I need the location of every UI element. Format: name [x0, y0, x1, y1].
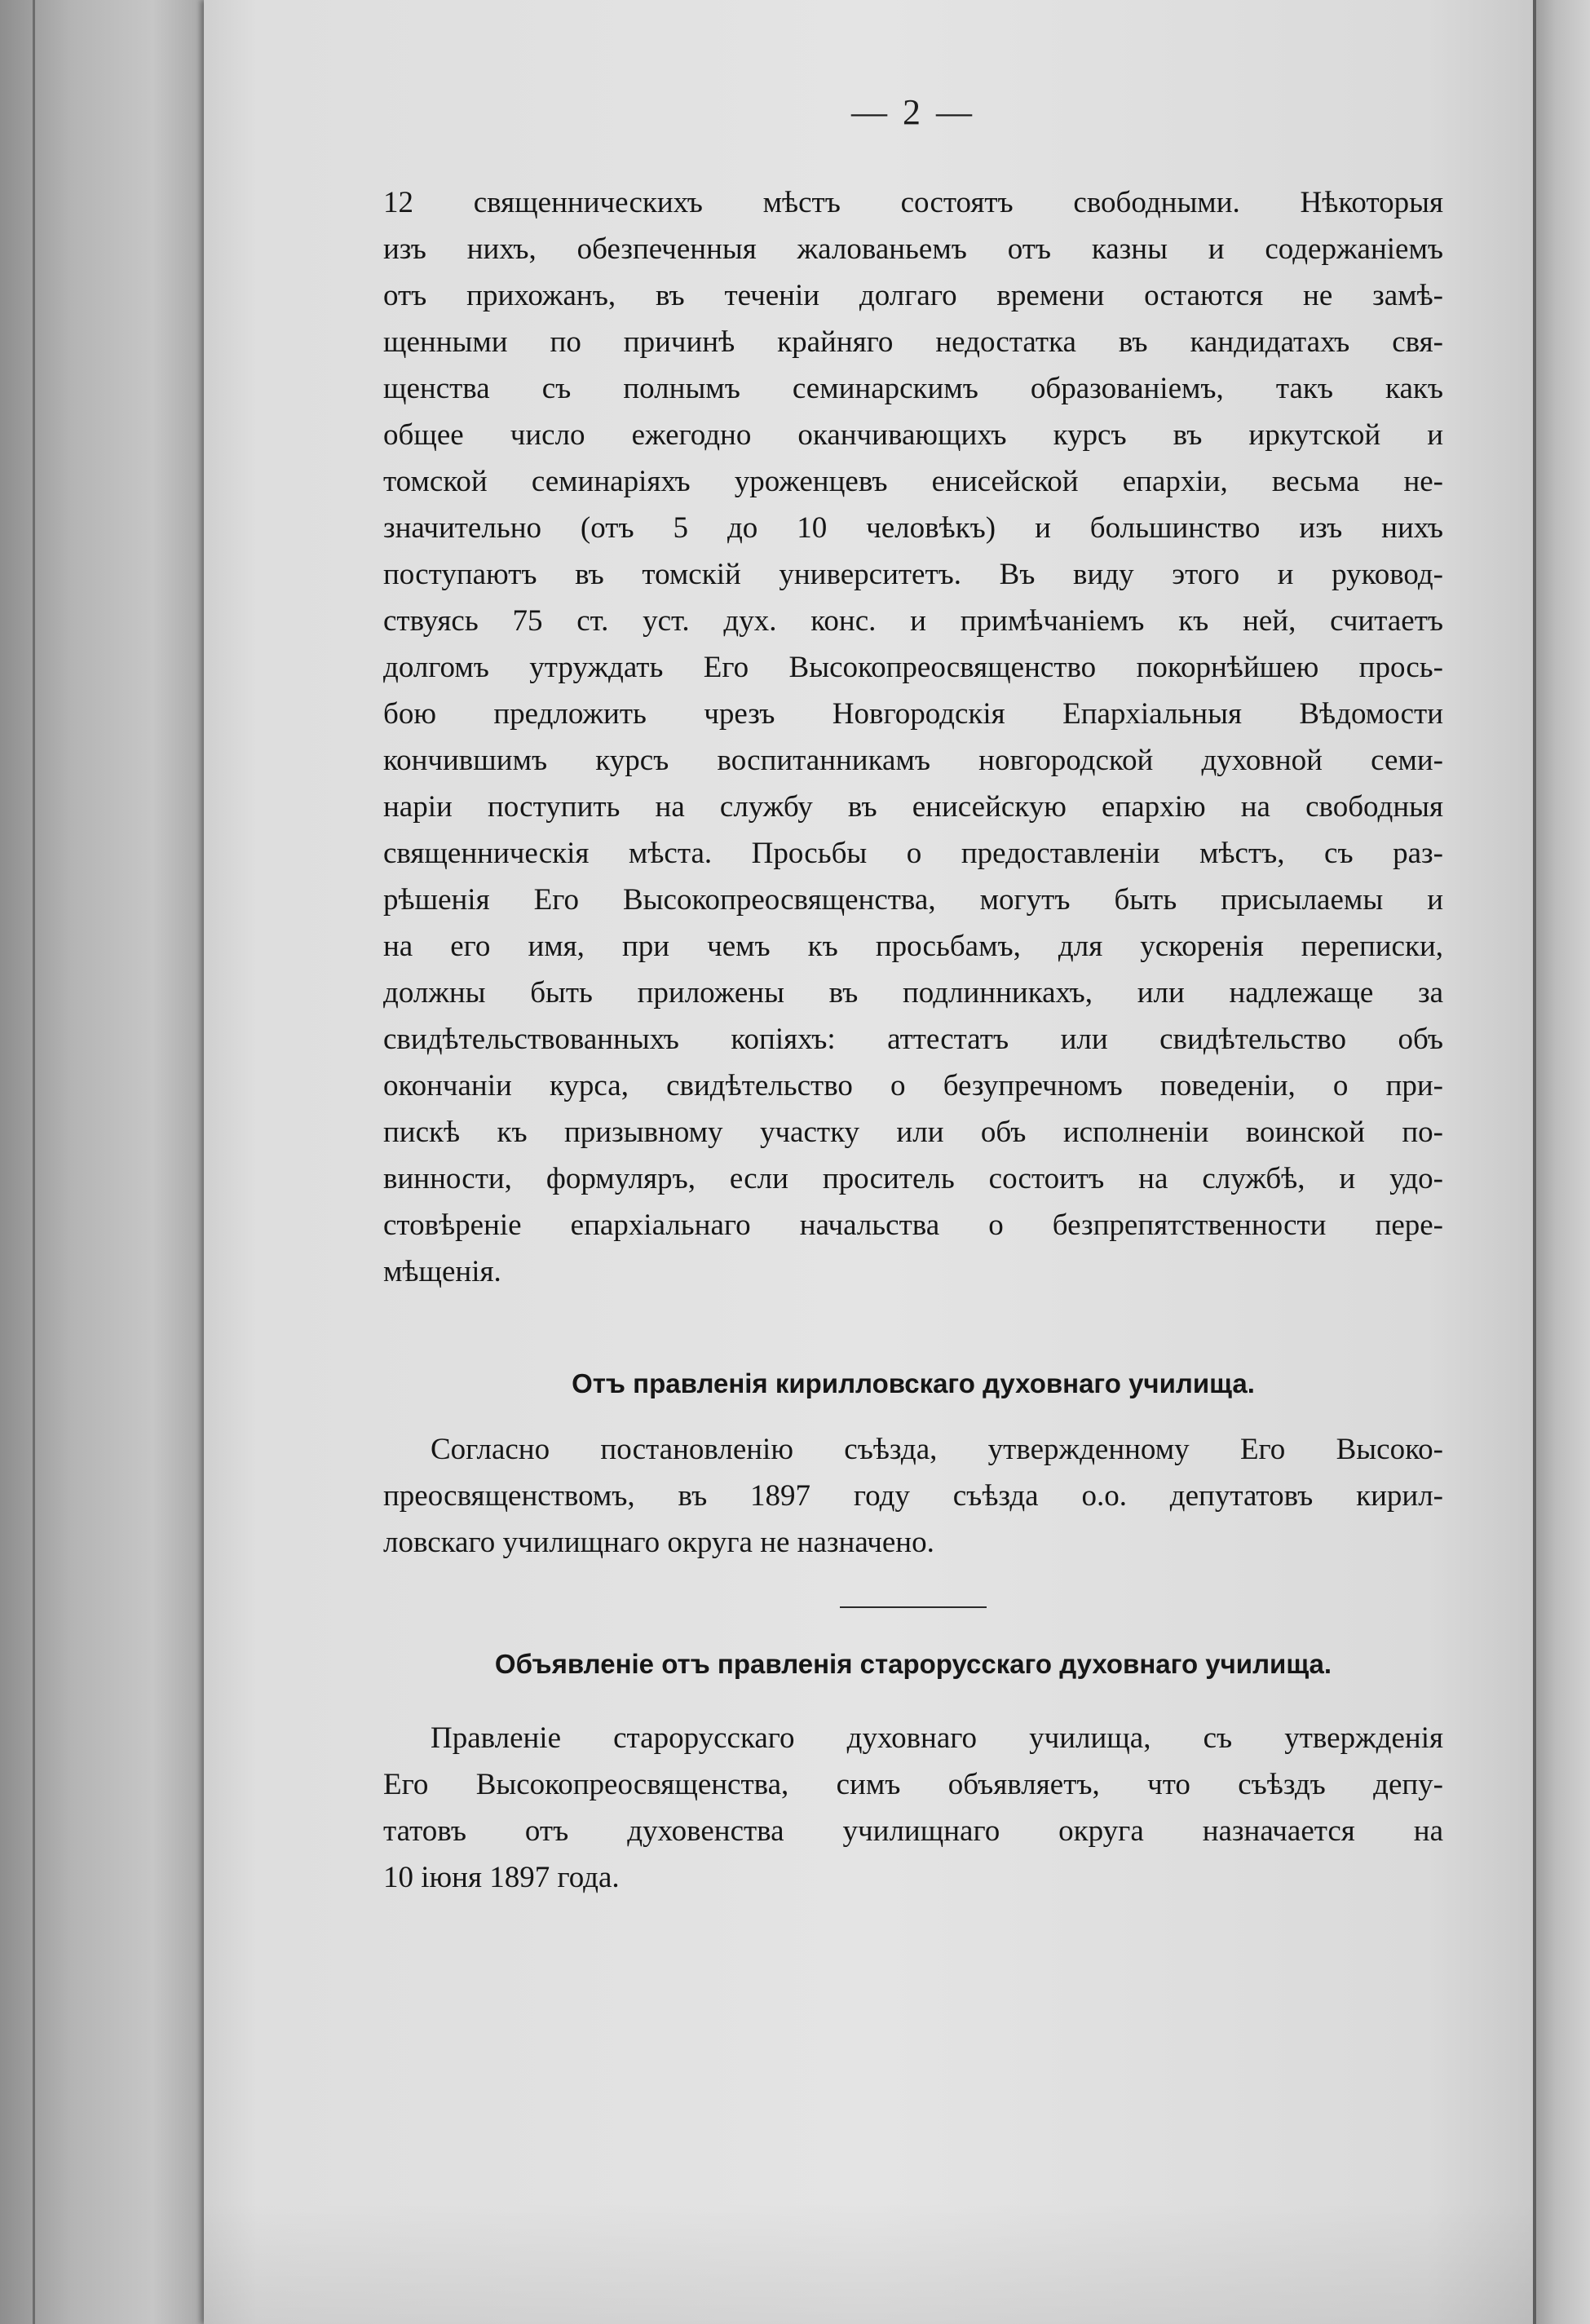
text-line: окончаніи курса, свидѣтельство о безупречномъ поведеніи, о при-: [383, 1069, 1443, 1102]
text-line: Согласно постановленію съѣзда, утвержденному Его Высоко-: [431, 1433, 1443, 1466]
text-line: поступаютъ въ томскій университетъ. Въ виду этого и руковод-: [383, 558, 1443, 591]
text-line: щенными по причинѣ крайняго недостатка въ кандидатахъ свя-: [383, 325, 1443, 359]
text-line: свидѣтельствованныхъ копіяхъ: аттестатъ или свидѣтельство объ: [383, 1023, 1443, 1056]
text-line: рѣшенія Его Высокопреосвященства, могутъ быть присылаемы и: [383, 883, 1443, 917]
text-line: значительно (отъ 5 до 10 человѣкъ) и большинство изъ нихъ: [383, 511, 1443, 545]
section-1-paragraph: [383, 1426, 1443, 1566]
text-line: пискѣ къ призывному участку или объ исполненіи воинской по-: [383, 1116, 1443, 1149]
binding-edge: [1533, 0, 1590, 2324]
text-line: томской семинаріяхъ уроженцевъ енисейской епархіи, весьма не-: [383, 465, 1443, 498]
binding-fold-line: [1533, 0, 1536, 2324]
text-line: Его Высокопреосвященства, симъ объявляетъ, что съѣздъ депу-: [383, 1768, 1443, 1801]
spacer: [383, 1608, 1443, 1641]
text-line: общее число ежегодно оканчивающихъ курсъ въ иркутской и: [383, 418, 1443, 452]
text-line: мѣщенія.: [383, 1255, 501, 1288]
text-line: священническія мѣста. Просьбы о предоставленіи мѣстъ, съ раз-: [383, 837, 1443, 870]
text-line: татовъ отъ духовенства училищнаго округа назначается на: [383, 1814, 1443, 1848]
spacer: [383, 1407, 1443, 1426]
text-line: щенства съ полнымъ семинарскимъ образованіемъ, такъ какъ: [383, 372, 1443, 405]
text-line: должны быть приложены въ подлинникахъ, или надлежаще за: [383, 976, 1443, 1010]
text-line: стовѣреніе епархіальнаго начальства о безпрепятственности пере-: [383, 1208, 1443, 1242]
page-edge-line: [33, 0, 35, 2324]
page-bottom-shading: [204, 2202, 1533, 2324]
text-line: ствуясь 75 ст. уст. дух. конс. и примѣчаніемъ къ ней, считаетъ: [383, 604, 1443, 638]
section-heading-starorussk: Объявленіе отъ правленія старорусскаго духовнаго училища.: [494, 1649, 1332, 1679]
text-line: 10 іюня 1897 года.: [383, 1861, 620, 1894]
page-number: — 2 —: [851, 92, 975, 132]
text-line: кончившимъ курсъ воспитанникамъ новгородской духовной семи-: [383, 744, 1443, 777]
text-line: винности, формуляръ, если проситель состоитъ на службѣ, и удо-: [383, 1162, 1443, 1195]
text-line: на его имя, при чемъ къ просьбамъ, для ускоренія переписки,: [383, 930, 1443, 963]
text-line: 12 священническихъ мѣстъ состоятъ свободными. Нѣкоторыя: [383, 186, 1443, 219]
text-line: долгомъ утруждать Его Высокопреосвященство покорнѣйшею прось-: [383, 651, 1443, 684]
paragraph-1: [383, 179, 1443, 1295]
text-line: наріи поступить на службу въ енисейскую епархію на свободныя: [383, 790, 1443, 824]
document-text: [383, 179, 1443, 1901]
spacer: [383, 1566, 1443, 1606]
text-line: бою предложить чрезъ Новгородскія Епархіальныя Вѣдомости: [383, 697, 1443, 731]
section-2-paragraph: [383, 1715, 1443, 1901]
text-line: преосвященствомъ, въ 1897 году съѣзда о.о. депутатовъ кирил-: [383, 1479, 1443, 1513]
text-line: ловскаго училищнаго округа не назначено.: [383, 1526, 934, 1559]
text-line: отъ прихожанъ, въ теченіи долгаго времени остаются не замѣ-: [383, 279, 1443, 312]
text-line: Правленіе старорусскаго духовнаго училища, съ утвержденія: [431, 1721, 1443, 1755]
spacer: [383, 1687, 1443, 1715]
underlying-page: [0, 0, 204, 2324]
spacer: [383, 1295, 1443, 1360]
text-line: изъ нихъ, обезпеченныя жалованьемъ отъ казны и содержаніемъ: [383, 232, 1443, 266]
section-heading-kirillov: Отъ правленія кирилловскаго духовнаго училища.: [572, 1368, 1255, 1398]
